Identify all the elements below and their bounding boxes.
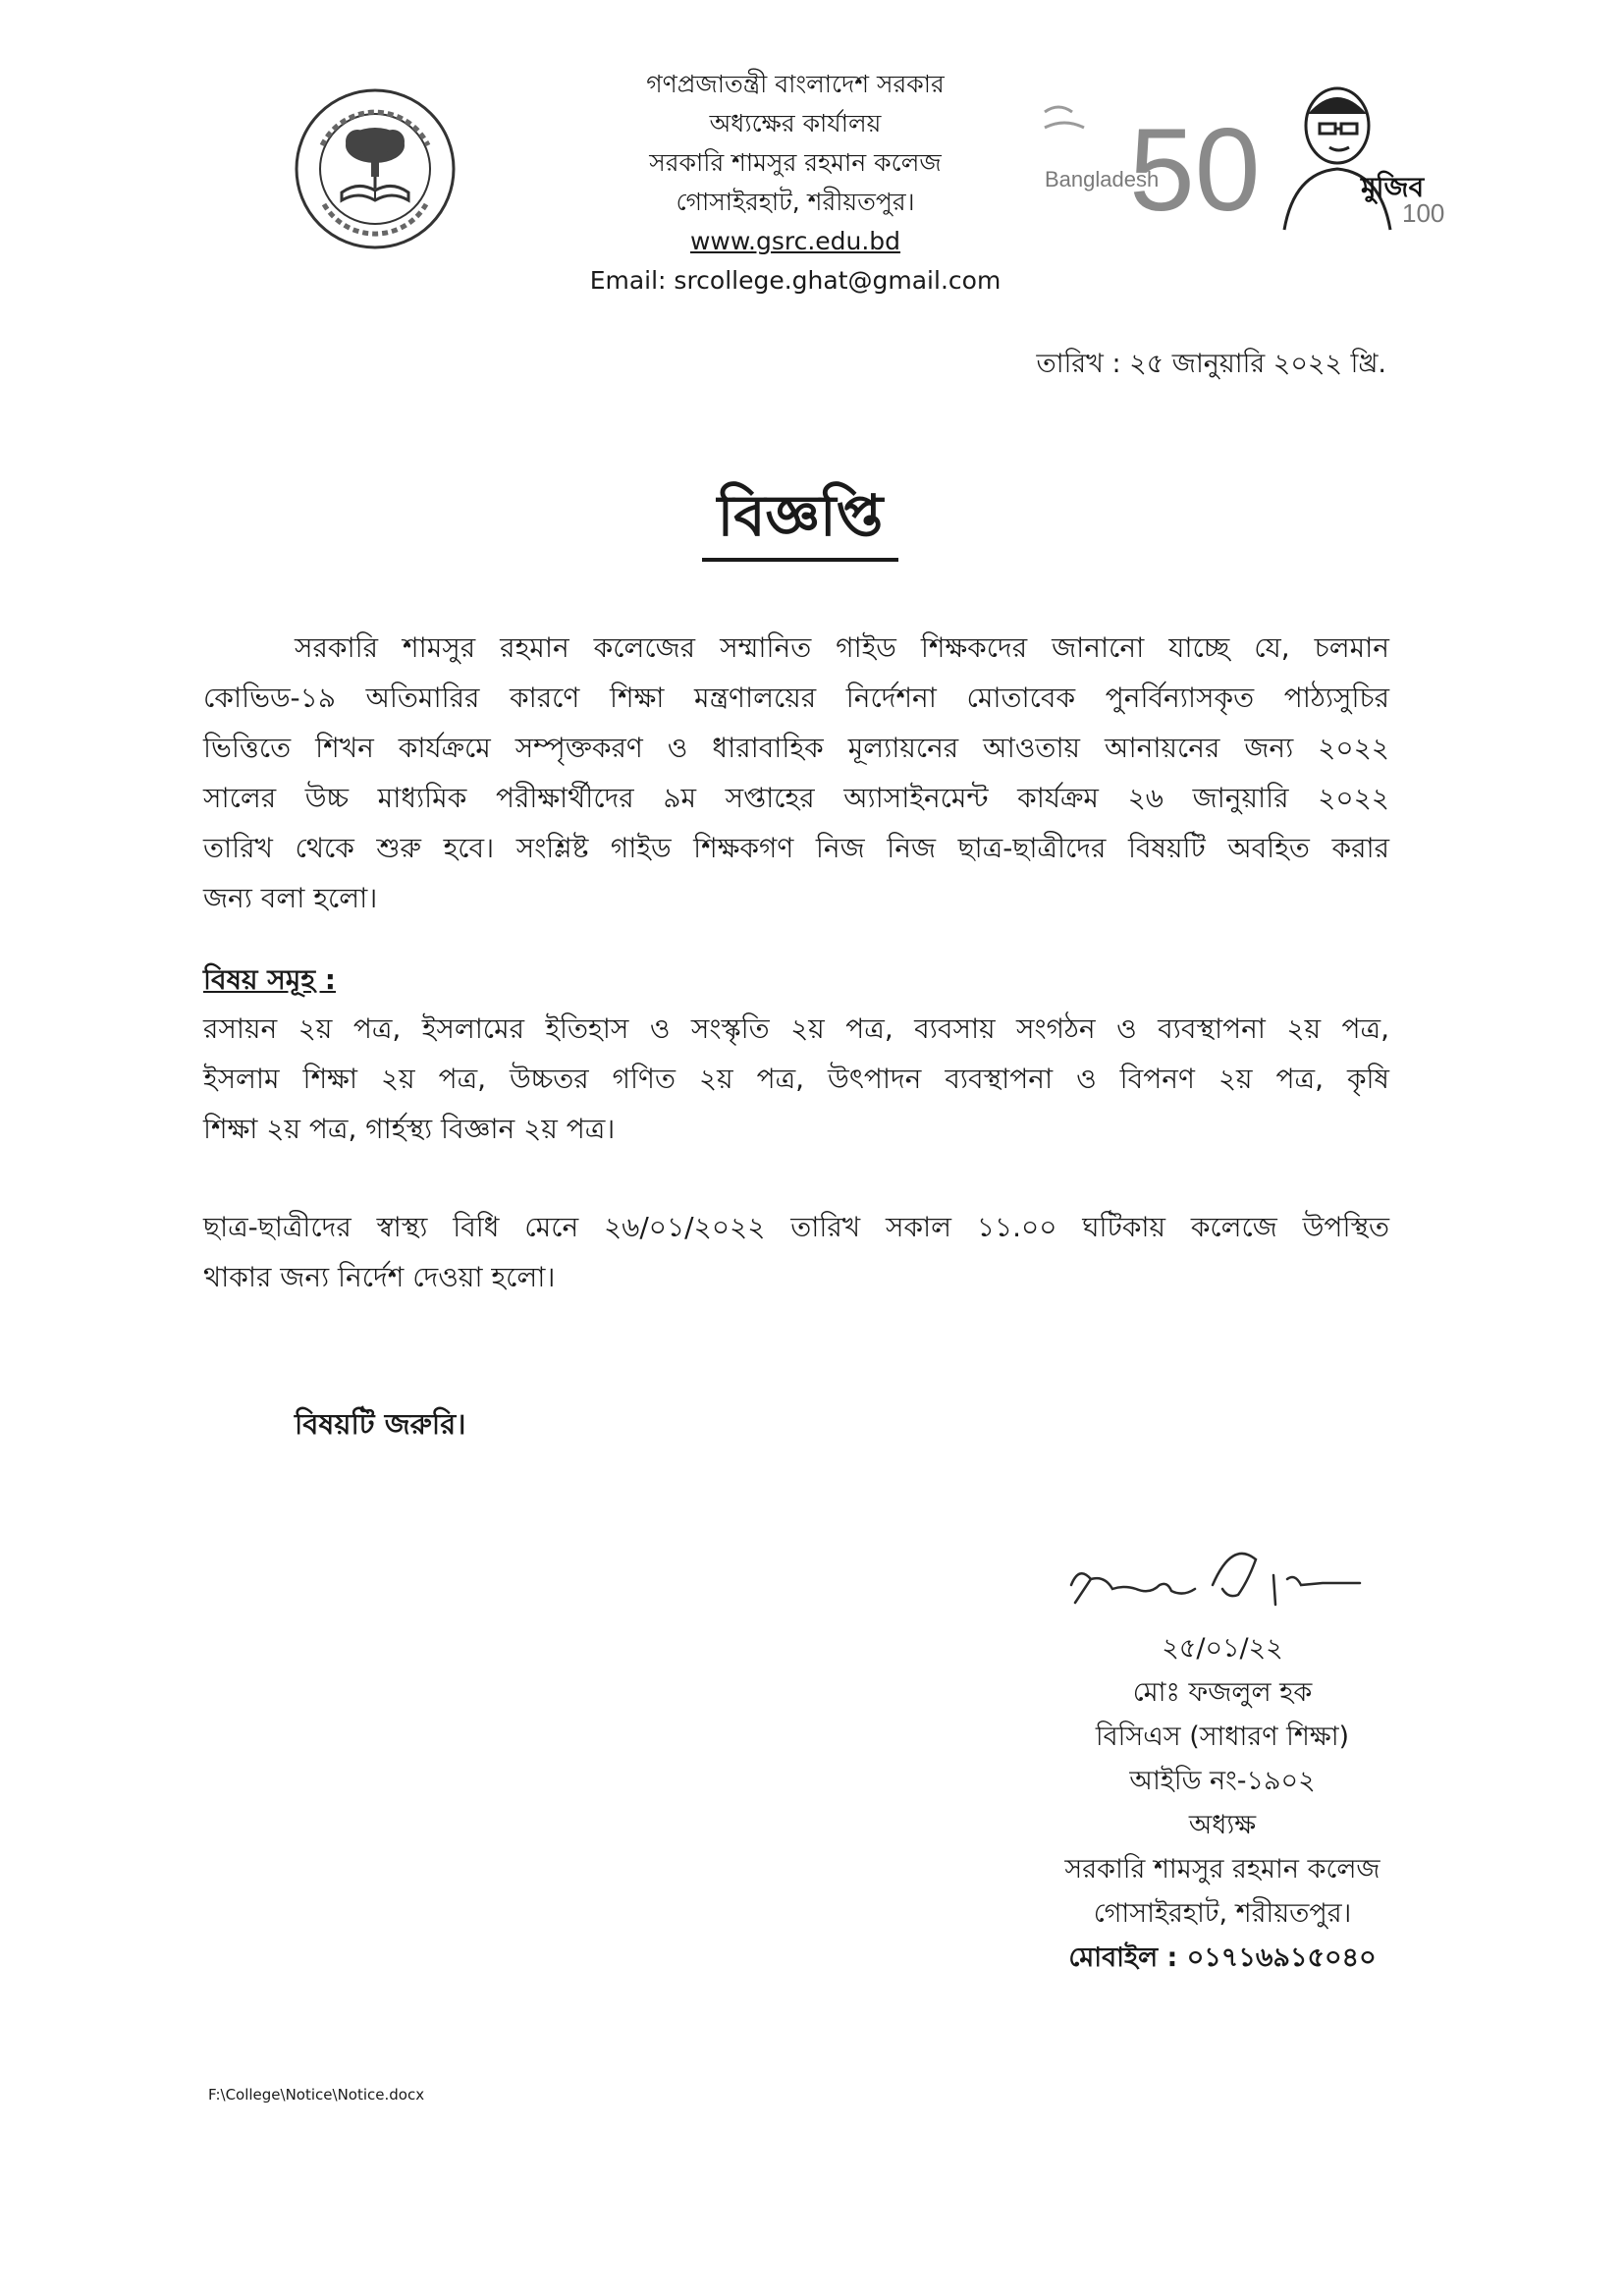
mujib-number: 100 bbox=[1402, 198, 1445, 228]
signatory-college: সরকারি শামসুর রহমান কলেজ bbox=[1064, 1854, 1380, 1885]
signatory-cadre: বিসিএস (সাধারণ শিক্ষা) bbox=[1095, 1722, 1350, 1752]
signatory-name: মোঃ ফজলুল হক bbox=[1132, 1677, 1313, 1708]
urgent-note: বিষয়টি জরুরি। bbox=[295, 1407, 466, 1441]
government-line: গণপ্রজাতন্ত্রী বাংলাদেশ সরকার bbox=[646, 70, 945, 98]
notice-title-box bbox=[702, 479, 898, 562]
college-address-line: গোসাইরহাট, শরীয়তপুর। bbox=[676, 188, 915, 216]
bangladesh-50-logo bbox=[1031, 92, 1261, 242]
subjects-heading: বিষয় সমূহ : bbox=[203, 963, 336, 996]
bd50-text: Bangladesh bbox=[1045, 167, 1160, 191]
mujib-100-logo bbox=[1265, 75, 1445, 232]
signatory-designation: অধ্যক্ষ bbox=[1188, 1810, 1257, 1840]
college-name-line: সরকারি শামসুর রহমান কলেজ bbox=[649, 148, 942, 177]
subjects-line: রসায়ন ২য় পত্র, ইসলামের ইতিহাস ও সংস্কৃতি ২য় পত্র, ব্যবসায় সংগঠন ও ব্যবস্থাপনা ২য় পত্র, bbox=[203, 1012, 1389, 1045]
office-line: অধ্যক্ষের কার্যালয় bbox=[709, 109, 882, 137]
body-line: ভিত্তিতে শিখন কার্যক্রমে সম্পৃক্তকরণ ও ধারাবাহিক মূল্যায়নের আওতায় আনায়নের জন্য ২০২২ bbox=[203, 732, 1389, 764]
body-line: সরকারি শামসুর রহমান কলেজের সম্মানিত গাইড শিক্ষকদের জানানো যাচ্ছে যে, চলমান bbox=[295, 631, 1389, 664]
office-header bbox=[550, 65, 1041, 301]
body-line: কোভিড-১৯ অতিমারির কারণে শিক্ষা মন্ত্রণালয়ের নির্দেশনা মোতাবেক পুনর্বিন্যাসকৃত পাঠ্যসুচির bbox=[203, 682, 1389, 714]
mujib-text: মুজিব bbox=[1361, 171, 1425, 203]
signature-date: ২৫/০১/২২ bbox=[1162, 1633, 1283, 1664]
handwritten-signature bbox=[1065, 1546, 1380, 1614]
notice-body-paragraph bbox=[203, 623, 1389, 923]
signatory-block bbox=[1011, 1626, 1434, 1980]
instruction-line: থাকার জন্য নির্দেশ দেওয়া হলো। bbox=[203, 1261, 556, 1293]
subjects-line: ইসলাম শিক্ষা ২য় পত্র, উচ্চতর গণিত ২য় পত্র, উৎপাদন ব্যবস্থাপনা ও বিপনণ ২য় পত্র, কৃষি bbox=[203, 1063, 1389, 1095]
bd50-number: 50 bbox=[1129, 104, 1261, 236]
subjects-list bbox=[203, 1004, 1389, 1154]
instruction-paragraph bbox=[203, 1202, 1389, 1302]
signatory-mobile: মোবাইল : ০১৭১৬৯১৫০৪০ bbox=[1068, 1942, 1377, 1973]
notice-title: বিজ্ঞপ্তি bbox=[717, 482, 884, 549]
body-line: জন্য বলা হলো। bbox=[203, 882, 378, 914]
email-line: Email: srcollege.ghat@gmail.com bbox=[589, 266, 1001, 295]
college-seal-logo bbox=[293, 86, 458, 251]
file-path-footer: F:\College\Notice\Notice.docx bbox=[208, 2086, 425, 2104]
subjects-line: শিক্ষা ২য় পত্র, গার্হস্থ্য বিজ্ঞান ২য় পত্র। bbox=[203, 1113, 616, 1145]
instruction-line: ছাত্র-ছাত্রীদের স্বাস্থ্য বিধি মেনে ২৬/০১/২০২২ তারিখ সকাল ১১.০০ ঘটিকায় কলেজে উপস্থিত bbox=[203, 1211, 1389, 1243]
website-link[interactable]: www.gsrc.edu.bd bbox=[689, 227, 901, 255]
signatory-address: গোসাইরহাট, শরীয়তপুর। bbox=[1093, 1898, 1352, 1929]
body-line: সালের উচ্চ মাধ্যমিক পরীক্ষার্থীদের ৯ম সপ্তাহের অ্যাসাইনমেন্ট কার্যক্রম ২৬ জানুয়ারি ২০২২ bbox=[203, 782, 1389, 814]
signatory-id: আইডি নং-১৯০২ bbox=[1129, 1766, 1316, 1796]
notice-date: তারিখ : ২৫ জানুয়ারি ২০২২ খ্রি. bbox=[1036, 349, 1386, 379]
body-line: তারিখ থেকে শুরু হবে। সংশ্লিষ্ট গাইড শিক্ষকগণ নিজ নিজ ছাত্র-ছাত্রীদের বিষয়টি অবহিত করার bbox=[203, 832, 1389, 864]
